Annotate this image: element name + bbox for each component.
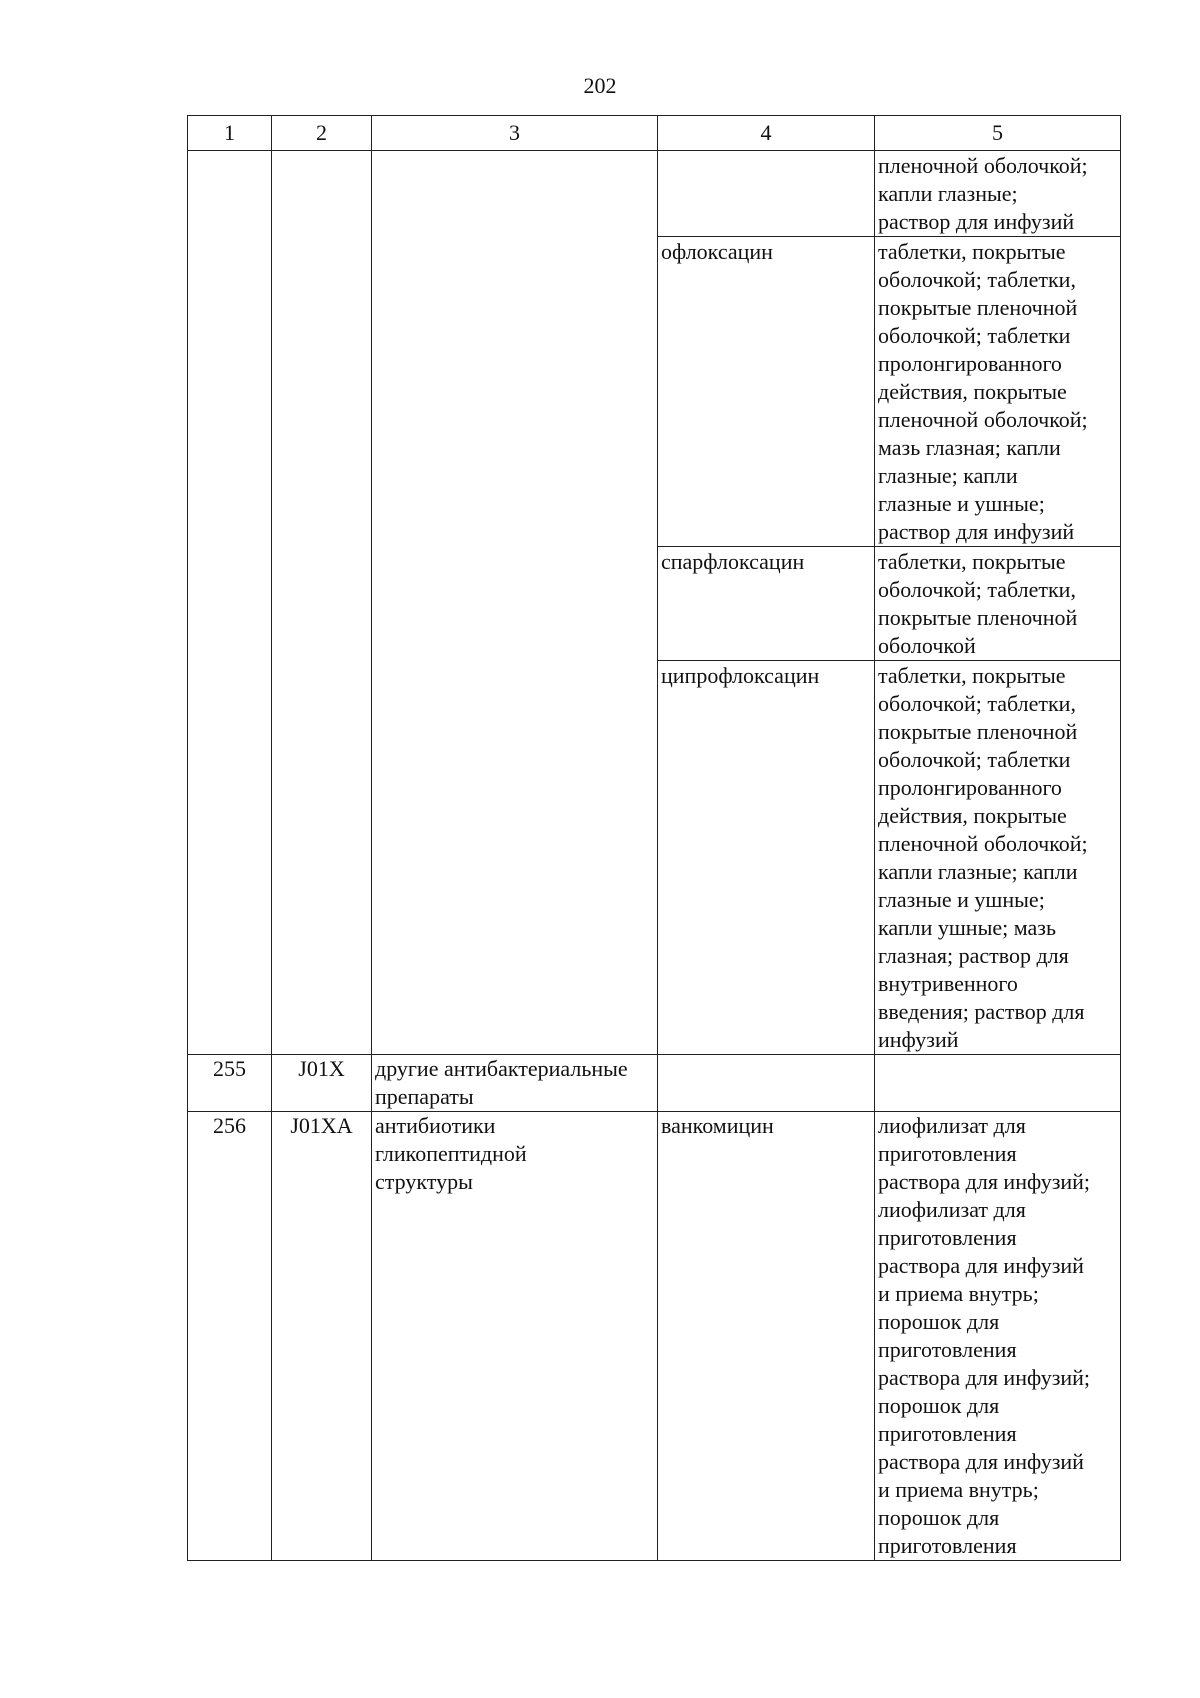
forms-cell	[875, 547, 1121, 661]
forms-cell-line: лиофилизат для	[878, 1197, 1026, 1222]
forms-cell-line: оболочкой; таблетки	[878, 323, 1071, 348]
forms-cell-line: раствора для инфузий;	[878, 1169, 1091, 1194]
group-cell	[372, 1055, 658, 1112]
drug-cell-line: ванкомицин	[661, 1113, 774, 1138]
drug-cell-line: офлоксацин	[661, 239, 773, 264]
forms-cell-line: таблетки, покрытые	[878, 663, 1066, 688]
forms-cell-line: таблетки, покрытые	[878, 239, 1066, 264]
forms-cell-line: и приема внутрь;	[878, 1281, 1039, 1306]
forms-cell	[875, 661, 1121, 1055]
forms-cell-line: оболочкой; таблетки	[878, 747, 1071, 772]
forms-cell-line: инфузий	[878, 1027, 959, 1052]
group-cell-line: антибиотики	[375, 1113, 496, 1138]
forms-cell-line: раствор для инфузий	[878, 519, 1075, 544]
group-cell-line: структуры	[375, 1169, 473, 1194]
forms-cell-line: мазь глазная; капли	[878, 435, 1061, 460]
column-header-4: 4	[658, 116, 875, 151]
forms-cell-line: приготовления	[878, 1225, 1017, 1250]
column-header-1: 1	[188, 116, 272, 151]
forms-cell-line: глазная; раствор для	[878, 943, 1069, 968]
forms-cell-line: и приема внутрь;	[878, 1477, 1039, 1502]
table-row	[188, 1112, 1121, 1561]
forms-cell-line: оболочкой; таблетки,	[878, 691, 1076, 716]
forms-cell-line: приготовления	[878, 1141, 1017, 1166]
forms-cell-line: приготовления	[878, 1421, 1017, 1446]
forms-cell-line: пролонгированного	[878, 351, 1062, 376]
drug-table	[187, 115, 1121, 1561]
page-number: 202	[583, 73, 617, 98]
group-cell-line: другие антибактериальные	[375, 1056, 628, 1081]
table-header-row	[188, 116, 1121, 151]
forms-cell	[875, 1112, 1121, 1561]
forms-cell-line: глазные; капли	[878, 463, 1018, 488]
forms-cell-line: приготовления	[878, 1337, 1017, 1362]
forms-cell	[875, 151, 1121, 237]
group-cell-line: гликопептидной	[375, 1141, 527, 1166]
table-row	[188, 151, 1121, 237]
forms-cell-line: покрытые пленочной	[878, 295, 1078, 320]
forms-cell-line: покрытые пленочной	[878, 719, 1078, 744]
forms-cell-line: пленочной оболочкой;	[878, 407, 1088, 432]
table-row	[188, 1055, 1121, 1112]
forms-cell-line: раствора для инфузий	[878, 1253, 1084, 1278]
group-cell	[372, 151, 658, 1055]
forms-cell-line: раствора для инфузий;	[878, 1365, 1091, 1390]
drug-cell	[658, 151, 875, 237]
group-cell-line: препараты	[375, 1084, 474, 1109]
num-cell: 255	[188, 1055, 272, 1112]
drug-cell	[658, 237, 875, 547]
column-header-2: 2	[272, 116, 372, 151]
code-cell: J01XA	[272, 1112, 372, 1561]
forms-cell-line: введения; раствор для	[878, 999, 1085, 1024]
forms-cell-line: порошок для	[878, 1505, 1000, 1530]
forms-cell-line: капли ушные; мазь	[878, 915, 1056, 940]
num-cell: 256	[188, 1112, 272, 1561]
forms-cell-line: порошок для	[878, 1393, 1000, 1418]
code-cell	[272, 151, 372, 1055]
forms-cell	[875, 237, 1121, 547]
forms-cell-line: пленочной оболочкой;	[878, 831, 1088, 856]
drug-cell	[658, 1055, 875, 1112]
group-cell	[372, 1112, 658, 1561]
forms-cell-line: таблетки, покрытые	[878, 549, 1066, 574]
forms-cell-line: раствор для инфузий	[878, 209, 1075, 234]
forms-cell	[875, 1055, 1121, 1112]
forms-cell-line: пленочной оболочкой;	[878, 153, 1088, 178]
drug-cell	[658, 547, 875, 661]
drug-cell-line: спарфлоксацин	[661, 549, 805, 574]
forms-cell-line: действия, покрытые	[878, 803, 1067, 828]
forms-cell-line: внутривенного	[878, 971, 1018, 996]
drug-cell	[658, 661, 875, 1055]
forms-cell-line: лиофилизат для	[878, 1113, 1026, 1138]
drug-cell	[658, 1112, 875, 1561]
forms-cell-line: капли глазные; капли	[878, 859, 1078, 884]
forms-cell-line: оболочкой	[878, 633, 976, 658]
code-cell: J01X	[272, 1055, 372, 1112]
forms-cell-line: пролонгированного	[878, 775, 1062, 800]
forms-cell-line: глазные и ушные;	[878, 887, 1045, 912]
forms-cell-line: действия, покрытые	[878, 379, 1067, 404]
forms-cell-line: порошок для	[878, 1309, 1000, 1334]
table-body	[188, 151, 1121, 1561]
forms-cell-line: глазные и ушные;	[878, 491, 1045, 516]
forms-cell-line: покрытые пленочной	[878, 605, 1078, 630]
drug-cell-line: ципрофлоксацин	[661, 663, 820, 688]
column-header-3: 3	[372, 116, 658, 151]
forms-cell-line: приготовления	[878, 1533, 1017, 1558]
forms-cell-line: капли глазные;	[878, 181, 1018, 206]
forms-cell-line: оболочкой; таблетки,	[878, 577, 1076, 602]
column-header-5: 5	[875, 116, 1121, 151]
num-cell	[188, 151, 272, 1055]
forms-cell-line: оболочкой; таблетки,	[878, 267, 1076, 292]
forms-cell-line: раствора для инфузий	[878, 1449, 1084, 1474]
